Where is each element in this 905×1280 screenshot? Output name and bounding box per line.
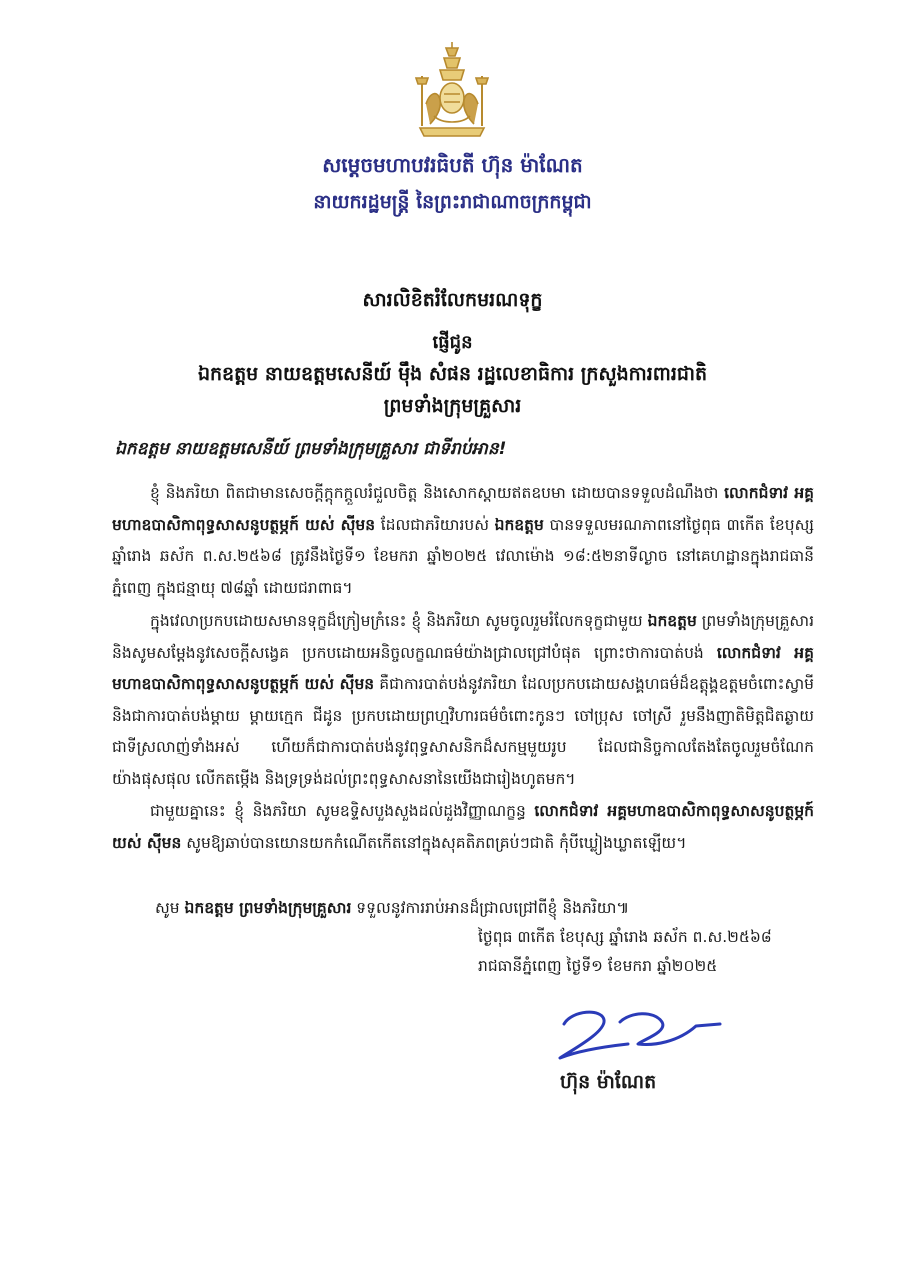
letter-title: សារលិខិតរំលែកមរណទុក្ខ (362, 289, 543, 311)
paragraph-text: ជាមួយគ្នានេះ ខ្ញុំ និងភរិយា សូមឧទ្ទិសបួងសួងដល់ដួងវិញ្ញាណក្ខន្ធ (150, 802, 535, 820)
sender-position: នាយករដ្ឋមន្ត្រី នៃព្រះរាជាណាចក្រកម្ពុជា (313, 191, 592, 213)
closing-line (155, 893, 629, 923)
closing-suffix: ទទួលនូវការរាប់អានដ៏ជ្រាលជ្រៅពីខ្ញុំ និងភរិយា៕ (351, 899, 630, 917)
letter-addressed-to: ផ្ញើជូន (432, 332, 473, 353)
paragraph-bold-text: លោកជំទាវ អគ្គមហាឧបាសិកាពុទ្ធសាសនូបត្ថម្ភក៍ យស់ ស៊ីមន (112, 802, 814, 852)
paragraph-text: ព្រមទាំងក្រុមគ្រួសារ និងសូមសម្តែងនូវសេចក្តីសង្វេគ ប្រកបដោយអនិច្ចលក្ខណធម៌យ៉ាងជ្រាលជ្រៅបំផុត ព្រោះថាការបាត់បង់ (112, 612, 815, 662)
paragraph-2 (112, 606, 814, 795)
paragraph-3 (112, 796, 814, 859)
paragraph-text: សូមឱ្យឆាប់បានយោនយកកំណើតកើតនៅក្នុងសុគតិភពគ្រប់ៗជាតិ កុំបីឃ្លៀងឃ្លាតឡើយ។ (181, 833, 687, 852)
paragraph-text: ខ្ញុំ និងភរិយា ពិតជាមានសេចក្តីក្តុកក្តួលរំជួលចិត្ត និងសោកស្តាយឥតឧបមា ដោយបានទទួលដំណឹងថា (150, 484, 725, 502)
royal-emblem-icon (400, 38, 504, 142)
letter-recipient: ឯកឧត្តម នាយឧត្តមសេនីយ៍ ម៉ឹង សំផន រដ្ឋលេខាធិការ ក្រសួងការពារជាតិ (197, 363, 708, 385)
paragraph-bold-text: លោកជំទាវ អគ្គមហាឧបាសិកាពុទ្ធសាសនូបត្ថម្ភក៍ យស់ ស៊ីមន (112, 484, 815, 534)
sender-name: សម្តេចមហាបវរធិបតី ហ៊ុន ម៉ាណែត (322, 153, 583, 177)
paragraph-1 (112, 478, 814, 604)
salutation: ឯកឧត្តម នាយឧត្តមសេនីយ៍ ព្រមទាំងក្រុមគ្រួសារ ជាទីរាប់អាន! (115, 439, 507, 459)
signer-name: ហ៊ុន ម៉ាណែត (560, 1071, 657, 1093)
paragraph-bold-text: លោកជំទាវ អគ្គមហាឧបាសិកាពុទ្ធសាសនូបត្ថម្ភក៍ យស់ ស៊ីមន (112, 643, 814, 693)
paragraph-bold-text: ឯកឧត្តម (494, 515, 544, 534)
letter-recipient-family: ព្រមទាំងក្រុមគ្រួសារ (383, 395, 522, 417)
closing-bold: ឯកឧត្តម ព្រមទាំងក្រុមគ្រួសារ (184, 899, 352, 917)
paragraph-text: បានទទួលមរណភាពនៅថ្ងៃពុធ ៣កើត ខែបុស្ស ឆ្នាំរោង ឆស័ក ព.ស.២៥៦៨ ត្រូវនឹងថ្ងៃទី១ ខែមករា ឆ្នាំ២០២៥ វេលាម៉ោង ១៨:៥២នាទីល្ងាច នៅគេហដ្ឋានក្នុងរាជធានីភ្នំពេញ ក្នុងជន្មាយុ ៧៨ឆ្នាំ ដោយជរាពាធ។ (112, 515, 814, 597)
closing-prefix: សូម (155, 899, 185, 917)
paragraph-text: ដែលជាភរិយារបស់ (375, 515, 495, 534)
paragraph-text: ក្នុងវេលាប្រកបដោយសមានទុក្ខដ៏ក្រៀមក្រំនេះ ខ្ញុំ និងភរិយា សូមចូលរួមរំលែកទុក្ខជាមួយ (150, 612, 648, 630)
lunar-date: ថ្ងៃពុធ ៣កើត ខែបុស្ស ឆ្នាំរោង ឆស័ក ព.ស.២៥៦៨ (478, 928, 772, 946)
solar-date: រាជធានីភ្នំពេញ ថ្ងៃទី១ ខែមករា ឆ្នាំ២០២៥ (478, 957, 718, 975)
handwritten-signature (550, 1002, 730, 1064)
paragraph-bold-text: ឯកឧត្តម (647, 612, 697, 630)
paragraph-text: គឺជាការបាត់បង់នូវភរិយា ដែលប្រកបដោយសង្គហធម៌ដ៏ឧត្តុង្គឧត្តមចំពោះស្វាមី និងជាការបាត់បង់ម្តាយ ម្តាយក្មេក ជីដូន ប្រកបដោយព្រហ្មវិហារធម៌ចំពោះកូនៗ ចៅប្រុស ចៅស្រី រួមនឹងញាតិមិត្តជិតឆ្ងាយ ជាទីស្រលាញ់ទាំងអស់ ហើយក៏ជាការបាត់បង់នូវពុទ្ធសាសនិកដ៏សកម្មមួយរូប ដែលជានិច្ចកាលតែងតែចូលរួមចំណែកយ៉ាងផុសផុល លើកតម្កើង និងទ្រទ្រង់ដល់ព្រះពុទ្ធសាសនានៃយើងជារៀងហូតមក។ (112, 675, 814, 788)
